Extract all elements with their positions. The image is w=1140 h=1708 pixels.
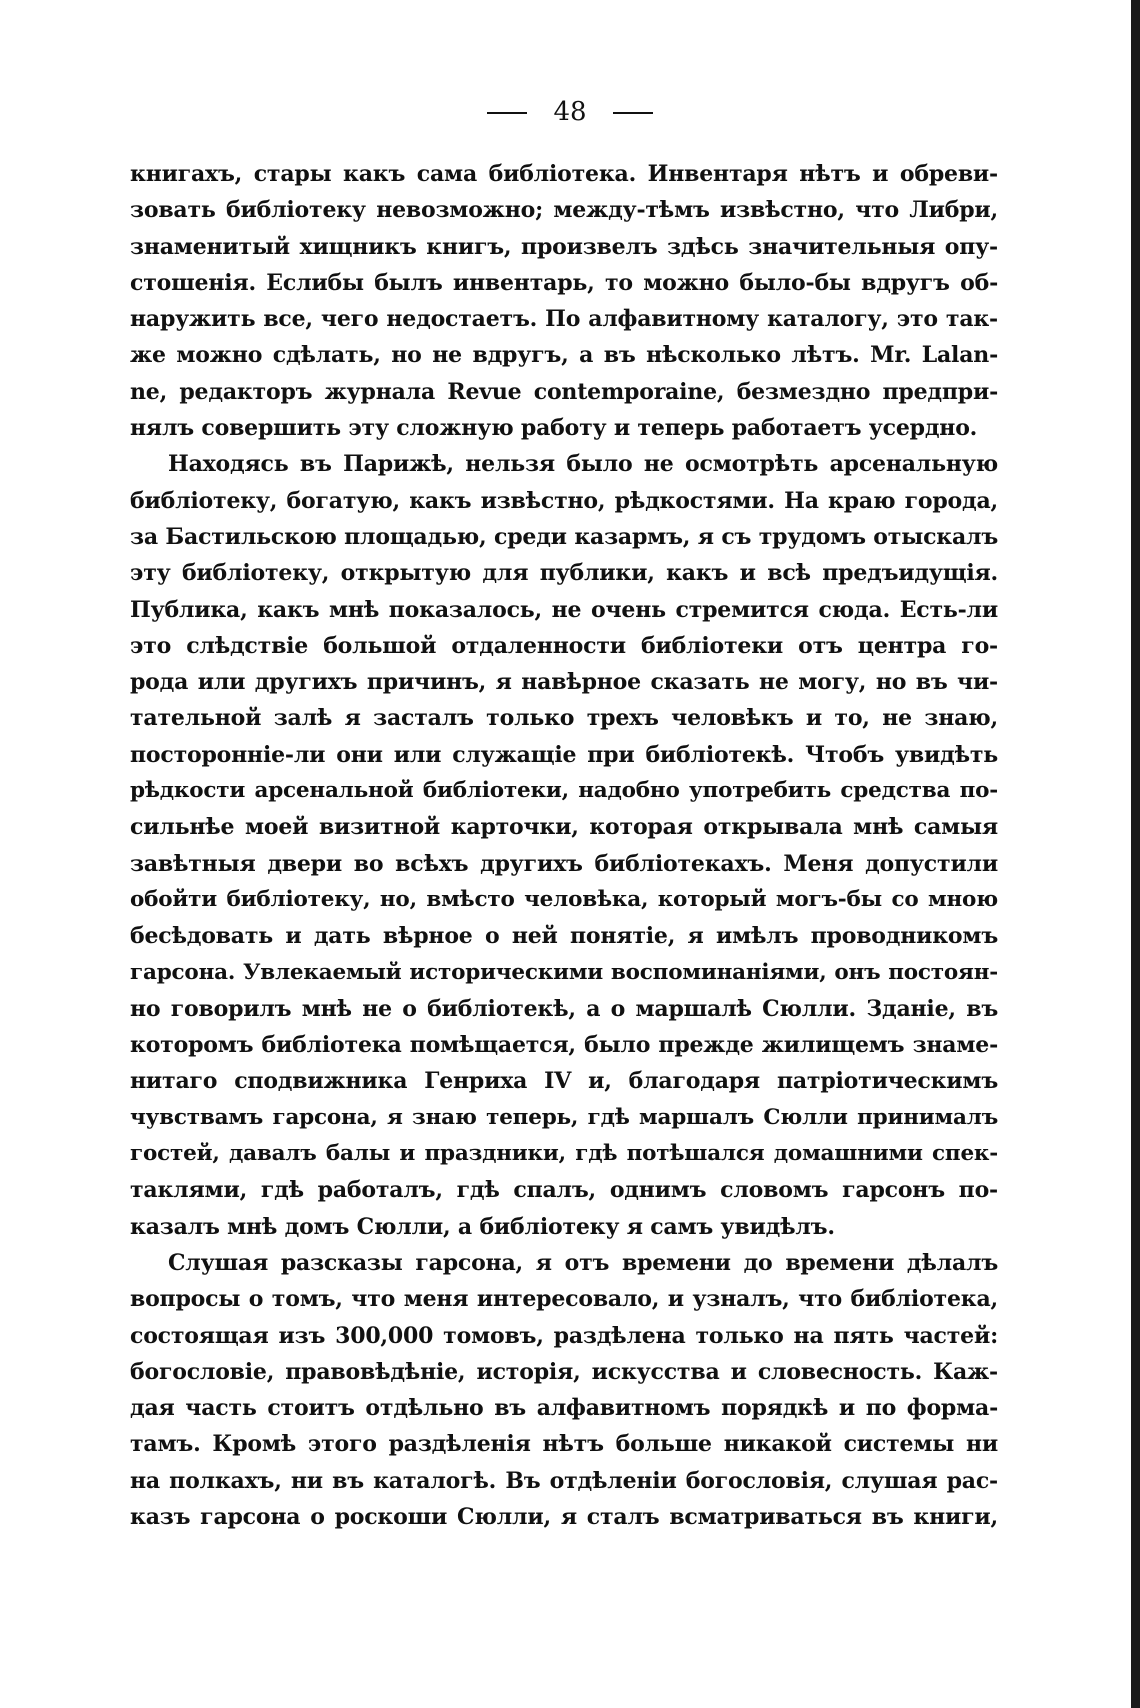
text-line: казалъ мнѣ домъ Сюлли, а библіотеку я самъ увидѣлъ. bbox=[130, 1213, 835, 1240]
text-line: это слѣдствіе большой отдаленности библіотеки отъ центра го- bbox=[130, 632, 998, 659]
text-line: рѣдкости арсенальной библіотеки, надобно употребить средства по- bbox=[130, 778, 998, 804]
paragraph-2 bbox=[130, 446, 998, 1245]
text-line: гарсона. Увлекаемый историческими воспоминаніями, онъ постоян- bbox=[130, 959, 998, 985]
text-line: но говорилъ мнѣ не о библіотекѣ, а о маршалѣ Сюлли. Зданіе, въ bbox=[130, 995, 998, 1022]
text-line: таклями, гдѣ работалъ, гдѣ спалъ, однимъ словомъ гарсонъ по- bbox=[130, 1177, 998, 1204]
text-line: казъ гарсона о роскоши Сюлли, я сталъ всматриваться въ книги, bbox=[130, 1503, 998, 1530]
text-line: гостей, давалъ балы и праздники, гдѣ потѣшался домашними спек- bbox=[130, 1141, 998, 1167]
text-line: нитаго сподвижника Генриха IV и, благодаря патріотическимъ bbox=[130, 1068, 998, 1095]
paragraph-1 bbox=[130, 156, 998, 446]
text-line: нялъ совершить эту сложную работу и теперь работаетъ усердно. bbox=[130, 415, 978, 442]
text-line: посторонніе-ли они или служащіе при библіотекѣ. Чтобъ увидѣть bbox=[130, 741, 998, 768]
paragraph-3 bbox=[130, 1245, 998, 1535]
text-line: эту библіотеку, открытую для публики, какъ и всѣ предъидущія. bbox=[130, 560, 998, 587]
text-line: рода или другихъ причинъ, я навѣрное сказать не могу, но въ чи- bbox=[130, 669, 998, 696]
text-line: сильнѣе моей визитной карточки, которая открывала мнѣ самыя bbox=[130, 814, 998, 841]
text-line: Находясь въ Парижѣ, нельзя было не осмотрѣть арсенальную bbox=[168, 451, 998, 478]
text-line: наружить все, чего недостаетъ. По алфавитному каталогу, это так- bbox=[130, 306, 998, 333]
text-line: стошенія. Еслибы былъ инвентарь, то можно было-бы вдругъ об- bbox=[130, 269, 998, 296]
text-line: Слушая разсказы гарсона, я отъ времени до времени дѣлалъ bbox=[168, 1249, 998, 1276]
text-line: книгахъ, стары какъ сама библіотека. Инвентаря нѣтъ и обреви- bbox=[130, 161, 998, 187]
page-edge-shadow bbox=[1131, 0, 1140, 1708]
page-header bbox=[0, 96, 1140, 128]
text-line: которомъ библіотека помѣщается, было прежде жилищемъ знаме- bbox=[130, 1032, 998, 1059]
text-line: Публика, какъ мнѣ показалось, не очень стремится сюда. Есть-ли bbox=[130, 596, 998, 623]
text-line: за Бастильскою площадью, среди казармъ, я съ трудомъ отыскалъ bbox=[130, 523, 998, 550]
text-line: тамъ. Кромѣ этого раздѣленія нѣтъ больше никакой системы ни bbox=[130, 1431, 998, 1458]
text-line: тательной залѣ я засталъ только трехъ человѣкъ и то, не знаю, bbox=[130, 705, 998, 732]
text-line: ne, редакторъ журнала Revue contemporaine, безмездно предпри- bbox=[130, 378, 998, 405]
text-line: завѣтныя двери во всѣхъ другихъ библіотекахъ. Меня допустили bbox=[130, 850, 998, 877]
text-line: зовать библіотеку невозможно; между-тѣмъ извѣстно, что Либри, bbox=[130, 197, 998, 224]
header-dash-left bbox=[487, 112, 527, 114]
page-number: 48 bbox=[553, 97, 587, 127]
text-line: богословіе, правовѣдѣніе, исторія, искусства и словесность. Каж- bbox=[130, 1358, 998, 1385]
text-line: библіотеку, богатую, какъ извѣстно, рѣдкостями. На краю города, bbox=[130, 487, 998, 514]
text-line: дая часть стоитъ отдѣльно въ алфавитномъ порядкѣ и по форма- bbox=[130, 1395, 998, 1422]
text-line: чувствамъ гарсона, я знаю теперь, гдѣ маршалъ Сюлли принималъ bbox=[130, 1104, 998, 1130]
text-line: вопросы о томъ, что меня интересовало, и узналъ, что библіотека, bbox=[130, 1286, 998, 1313]
text-line: бесѣдовать и дать вѣрное о ней понятіе, я имѣлъ проводникомъ bbox=[130, 923, 998, 950]
text-line: же можно сдѣлать, но не вдругъ, а въ нѣсколько лѣтъ. Mr. Lalan- bbox=[130, 342, 998, 369]
text-line: состоящая изъ 300,000 томовъ, раздѣлена только на пять частей: bbox=[130, 1322, 998, 1349]
header-dash-right bbox=[613, 112, 653, 114]
text-line: знаменитый хищникъ книгъ, произвелъ здѣсь значительныя опу- bbox=[130, 233, 998, 260]
text-line: обойти библіотеку, но, вмѣсто человѣка, который могъ-бы со мною bbox=[130, 886, 998, 912]
body-text bbox=[130, 156, 998, 1535]
text-line: на полкахъ, ни въ каталогѣ. Въ отдѣленіи богословія, слушая рас- bbox=[130, 1467, 998, 1494]
